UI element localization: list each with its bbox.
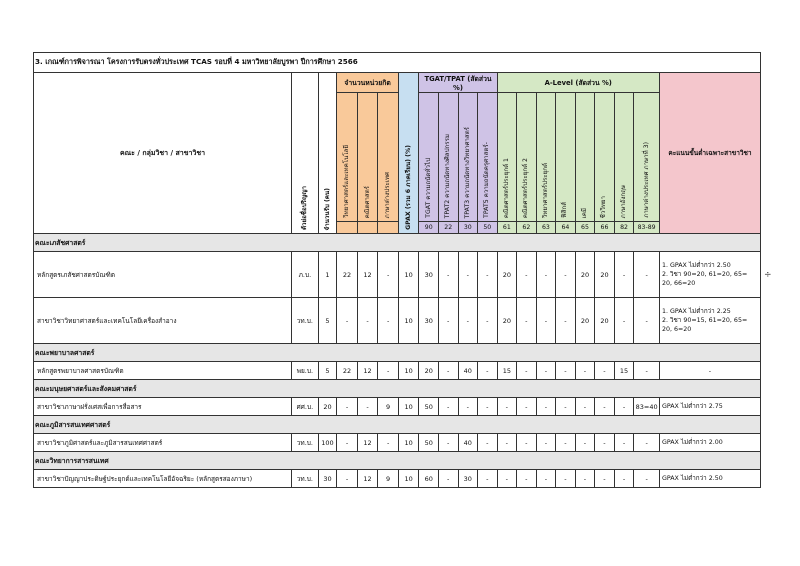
degree-abbrev: วท.บ. xyxy=(292,434,319,452)
criteria-table xyxy=(33,52,761,488)
alevel-weight: - xyxy=(634,434,660,452)
min-score-line: 1. GPAX ไม่ต่ำกว่า 2.25 xyxy=(661,307,731,315)
tgat-weight: - xyxy=(438,298,458,344)
alevel-weight: 20 xyxy=(575,252,595,298)
credit-value: - xyxy=(378,362,399,380)
alevel-weight: - xyxy=(634,362,660,380)
tgat-weight: - xyxy=(478,470,498,488)
credit-value: 12 xyxy=(357,362,378,380)
credit-code-cell xyxy=(357,222,378,234)
alevel-weight: - xyxy=(614,434,634,452)
margin-mark: ÷ xyxy=(764,270,772,280)
program-name: สาขาวิชาภาษาฝรั่งเศสเพื่อการสื่อสาร xyxy=(34,398,292,416)
alevel-code: 63 xyxy=(536,222,556,234)
tgat-weight: - xyxy=(478,398,498,416)
alevel-subheader: ฟิสิกส์ xyxy=(561,202,569,218)
alevel-weight: - xyxy=(497,434,517,452)
seats-count: 5 xyxy=(318,362,337,380)
program-name: สาขาวิชาภูมิศาสตร์และภูมิสารสนเทศศาสตร์ xyxy=(34,434,292,452)
alevel-subheader: คณิตศาสตร์ประยุกต์ 2 xyxy=(522,157,530,218)
faculty-heading: คณะพยาบาลศาสตร์ xyxy=(34,344,761,362)
tgat-weight: - xyxy=(438,252,458,298)
tgat-weight: 30 xyxy=(419,252,439,298)
min-score-line: GPAX ไม่ต่ำกว่า 2.00 xyxy=(661,438,723,446)
alevel-weight: - xyxy=(556,362,576,380)
alevel-weight: 83=40 xyxy=(634,398,660,416)
tgat-weight: 40 xyxy=(458,362,478,380)
alevel-weight: - xyxy=(517,434,537,452)
tgat-weight: - xyxy=(438,398,458,416)
credit-value: 9 xyxy=(378,470,399,488)
tgat-subheader: TPAT3 ความถนัดทางวิทยาศาสตร์ xyxy=(463,126,471,218)
min-score-note xyxy=(659,398,760,416)
alevel-weight: - xyxy=(575,434,595,452)
degree-abbrev: วท.บ. xyxy=(292,470,319,488)
tgat-weight: 50 xyxy=(419,398,439,416)
credit-value: - xyxy=(337,434,358,452)
seats-count: 5 xyxy=(318,298,337,344)
alevel-weight: - xyxy=(595,362,615,380)
alevel-weight: - xyxy=(556,470,576,488)
credit-subheader: วิทยาศาสตร์และเทคโนโลยี xyxy=(343,145,351,218)
tgat-code: 30 xyxy=(458,222,478,234)
alevel-code: 83-89 xyxy=(634,222,660,234)
faculty-heading: คณะวิทยาการสารสนเทศ xyxy=(34,452,761,470)
tgat-weight: - xyxy=(478,252,498,298)
alevel-weight: - xyxy=(517,362,537,380)
min-score-column-header: คะแนนขั้นต่ำเฉพาะสาขาวิชา xyxy=(659,73,760,234)
min-score-note xyxy=(659,298,760,344)
min-score-line: 20, 66=20 xyxy=(661,280,696,288)
alevel-code: 66 xyxy=(595,222,615,234)
min-score-line: 1. GPAX ไม่ต่ำกว่า 2.50 xyxy=(661,261,731,269)
min-score-line: 20, 6=20 xyxy=(661,326,692,334)
seats-count: 1 xyxy=(318,252,337,298)
min-score-line: GPAX ไม่ต่ำกว่า 2.75 xyxy=(661,402,723,410)
alevel-weight: - xyxy=(536,398,556,416)
min-score-note xyxy=(659,362,760,380)
alevel-code: 61 xyxy=(497,222,517,234)
min-score-note xyxy=(659,434,760,452)
degree-abbrev: วท.บ. xyxy=(292,298,319,344)
credit-value: 12 xyxy=(357,470,378,488)
alevel-weight: - xyxy=(536,252,556,298)
criteria-document xyxy=(33,52,761,488)
alevel-group-header: A-Level (สัดส่วน %) xyxy=(497,73,659,93)
tgat-subheader: TPAT5 ความถนัดครุศาสตร์- xyxy=(483,142,491,218)
faculty-heading: คณะมนุษยศาสตร์และสังคมศาสตร์ xyxy=(34,380,761,398)
credit-value: 22 xyxy=(337,362,358,380)
min-score-line: 2. วิชา 90=20, 61=20, 65= xyxy=(661,270,748,278)
degree-abbrev: ศศ.บ. xyxy=(292,398,319,416)
tgat-weight: 60 xyxy=(419,470,439,488)
tgat-weight: 30 xyxy=(458,470,478,488)
alevel-weight: - xyxy=(556,252,576,298)
alevel-weight: - xyxy=(595,434,615,452)
alevel-weight: 20 xyxy=(595,298,615,344)
program-row xyxy=(34,398,761,416)
credit-value: - xyxy=(337,398,358,416)
alevel-weight: - xyxy=(634,252,660,298)
alevel-weight: - xyxy=(517,398,537,416)
alevel-weight: - xyxy=(595,470,615,488)
alevel-weight: - xyxy=(536,434,556,452)
alevel-subheader: ภาษาอังกฤษ xyxy=(620,184,628,218)
program-name: สาขาวิชาปัญญาประดิษฐ์ประยุกต์และเทคโนโลยีอัจฉริยะ (หลักสูตรสองภาษา) xyxy=(34,470,292,488)
program-column-header: คณะ / กลุ่มวิชา / สาขาวิชา xyxy=(34,73,292,234)
credit-value: - xyxy=(337,298,358,344)
credit-value: - xyxy=(357,298,378,344)
alevel-weight: - xyxy=(634,298,660,344)
tgat-weight: - xyxy=(478,362,498,380)
tgat-weight: - xyxy=(458,252,478,298)
alevel-subheader: ชีววิทยา xyxy=(600,195,608,218)
gpax-weight: 10 xyxy=(398,362,419,380)
program-row xyxy=(34,298,761,344)
alevel-weight: - xyxy=(575,362,595,380)
tgat-code: 50 xyxy=(478,222,498,234)
credit-value: 9 xyxy=(378,398,399,416)
alevel-weight: - xyxy=(575,398,595,416)
min-score-line: 2. วิชา 90=15, 61=20, 65= xyxy=(661,316,748,324)
alevel-weight: 15 xyxy=(614,362,634,380)
tgat-weight: - xyxy=(438,470,458,488)
faculty-heading: คณะภูมิสารสนเทศศาสตร์ xyxy=(34,416,761,434)
program-row xyxy=(34,362,761,380)
tgat-weight: - xyxy=(458,298,478,344)
credit-value: - xyxy=(357,398,378,416)
alevel-weight: - xyxy=(634,470,660,488)
alevel-weight: - xyxy=(556,434,576,452)
gpax-weight: 10 xyxy=(398,434,419,452)
alevel-weight: - xyxy=(556,298,576,344)
credit-group-header: จำนวนหน่วยกิต xyxy=(337,73,399,93)
alevel-weight: 15 xyxy=(497,362,517,380)
seats-count: 100 xyxy=(318,434,337,452)
credit-value: - xyxy=(378,434,399,452)
tgat-weight: - xyxy=(478,434,498,452)
alevel-code: 62 xyxy=(517,222,537,234)
tgat-subheader: TPAT2 ความถนัดทางศิลปกรรม xyxy=(444,133,452,218)
seats-column-header: จำนวนรับ (คน) xyxy=(323,187,331,230)
tgat-code: 22 xyxy=(438,222,458,234)
tgat-weight: - xyxy=(458,398,478,416)
program-row xyxy=(34,252,761,298)
min-score-note xyxy=(659,470,760,488)
alevel-weight: 20 xyxy=(595,252,615,298)
alevel-weight: - xyxy=(497,398,517,416)
tgat-group-header: TGAT/TPAT (สัดส่วน %) xyxy=(419,73,497,93)
alevel-weight: - xyxy=(517,252,537,298)
program-name: สาขาวิชาวิทยาศาสตร์และเทคโนโลยีเครื่องสำอาง xyxy=(34,298,292,344)
tgat-subheader: TGAT ความถนัดทั่วไป xyxy=(424,158,432,218)
alevel-weight: - xyxy=(614,470,634,488)
gpax-weight: 10 xyxy=(398,252,419,298)
alevel-code: 65 xyxy=(575,222,595,234)
tgat-weight: 40 xyxy=(458,434,478,452)
tgat-weight: - xyxy=(438,434,458,452)
program-row xyxy=(34,434,761,452)
alevel-weight: - xyxy=(517,470,537,488)
alevel-weight: - xyxy=(614,298,634,344)
credit-code-cell xyxy=(337,222,358,234)
credit-subheader: คณิตศาสตร์ xyxy=(363,185,371,218)
gpax-weight: 10 xyxy=(398,470,419,488)
min-score-line: - xyxy=(708,366,712,375)
tgat-code: 90 xyxy=(419,222,439,234)
alevel-weight: - xyxy=(556,398,576,416)
faculty-heading: คณะเภสัชศาสตร์ xyxy=(34,234,761,252)
alevel-weight: 20 xyxy=(497,298,517,344)
alevel-subheader: ภาษาต่างประเทศ ภาษาที่ 3) xyxy=(642,142,650,218)
alevel-weight: - xyxy=(614,398,634,416)
degree-abbrev: พย.บ. xyxy=(292,362,319,380)
credit-value: 12 xyxy=(357,252,378,298)
seats-count: 30 xyxy=(318,470,337,488)
tgat-weight: 30 xyxy=(419,298,439,344)
alevel-code: 82 xyxy=(614,222,634,234)
alevel-weight: 20 xyxy=(575,298,595,344)
credit-subheader: ภาษาต่างประเทศ xyxy=(384,171,392,218)
program-name: หลักสูตรพยาบาลศาสตรบัณฑิต xyxy=(34,362,292,380)
credit-value: 12 xyxy=(357,434,378,452)
gpax-column-header: GPAX (รวม 6 ภาคเรียน) (%) xyxy=(404,145,412,230)
alevel-weight: - xyxy=(595,398,615,416)
tgat-weight: 50 xyxy=(419,434,439,452)
tgat-weight: 20 xyxy=(419,362,439,380)
page-title: 3. เกณฑ์การพิจารณา โครงการรับตรงทั่วประเทศ TCAS รอบที่ 4 มหาวิทยาลัยบูรพา ปีการศึกษา 2566 xyxy=(34,53,761,73)
credit-value: - xyxy=(378,252,399,298)
gpax-weight: 10 xyxy=(398,398,419,416)
degree-abbrev: ภ.บ. xyxy=(292,252,319,298)
credit-value: - xyxy=(337,470,358,488)
alevel-weight: - xyxy=(575,470,595,488)
min-score-note xyxy=(659,252,760,298)
alevel-weight: - xyxy=(536,470,556,488)
min-score-line: GPAX ไม่ต่ำกว่า 2.50 xyxy=(661,474,723,482)
alevel-weight: - xyxy=(536,362,556,380)
credit-code-cell xyxy=(378,222,399,234)
tgat-weight: - xyxy=(478,298,498,344)
alevel-subheader: เคมี xyxy=(580,207,588,218)
program-row xyxy=(34,470,761,488)
credit-value: 22 xyxy=(337,252,358,298)
alevel-subheader: วิทยาศาสตร์ประยุกต์ xyxy=(541,162,549,218)
alevel-weight: - xyxy=(614,252,634,298)
alevel-weight: - xyxy=(517,298,537,344)
degree-column-header: ตัวย่อชื่อปริญญา xyxy=(300,185,308,230)
program-name: หลักสูตรเภสัชศาสตรบัณฑิต xyxy=(34,252,292,298)
tgat-weight: - xyxy=(438,362,458,380)
alevel-weight: - xyxy=(536,298,556,344)
alevel-weight: - xyxy=(497,470,517,488)
alevel-weight: 20 xyxy=(497,252,517,298)
alevel-code: 64 xyxy=(556,222,576,234)
alevel-subheader: คณิตศาสตร์ประยุกต์ 1 xyxy=(502,157,510,218)
seats-count: 20 xyxy=(318,398,337,416)
gpax-weight: 10 xyxy=(398,298,419,344)
credit-value: - xyxy=(378,298,399,344)
